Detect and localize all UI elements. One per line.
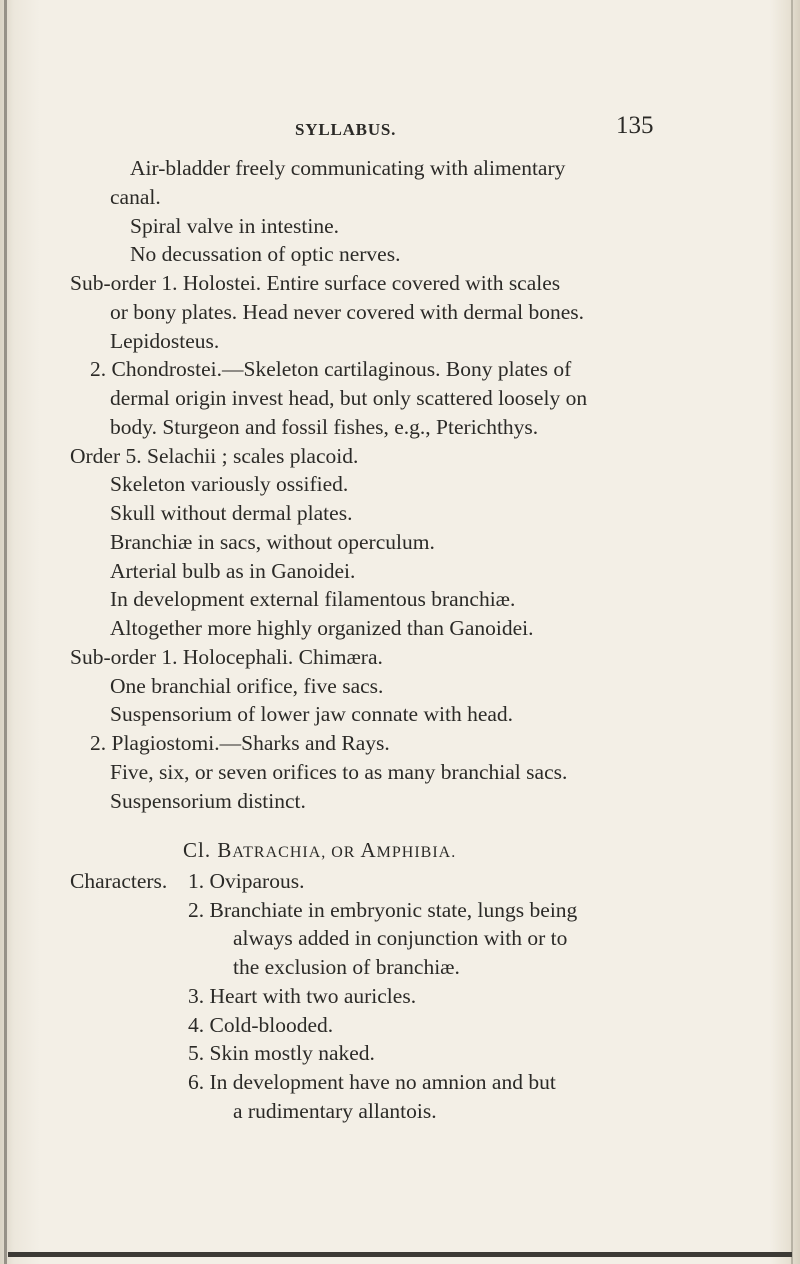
text-line: In development external filamentous branchiæ. xyxy=(110,587,516,611)
character-item-continued: the exclusion of branchiæ. xyxy=(233,955,460,979)
text-line: body. Sturgeon and fossil fishes, e.g., Pterichthys. xyxy=(110,415,539,439)
page-edge-right xyxy=(791,0,793,1264)
text-line: 2. Plagiostomi.—Sharks and Rays. xyxy=(90,731,390,755)
class-alt-rest: MPHIBIA. xyxy=(376,844,457,861)
character-item: 5. Skin mostly naked. xyxy=(188,1041,375,1065)
text-line: or bony plates. Head never covered with dermal bones. xyxy=(110,300,585,324)
text-line: Air-bladder freely communicating with alimentary xyxy=(130,156,566,180)
text-line: Sub-order 1. Holostei. Entire surface covered with scales xyxy=(70,271,561,295)
text-line: Skeleton variously ossified. xyxy=(110,472,349,496)
text-line: Suspensorium distinct. xyxy=(110,789,306,813)
character-item: 3. Heart with two auricles. xyxy=(188,984,417,1008)
text-line: Arterial bulb as in Ganoidei. xyxy=(110,559,356,583)
text-line: 2. Chondrostei.—Skeleton cartilaginous. Bony plates of xyxy=(90,357,572,381)
class-name-initial: B xyxy=(217,838,233,862)
text-line: Order 5. Selachii ; scales placoid. xyxy=(70,444,359,468)
text-line: Sub-order 1. Holocephali. Chimæra. xyxy=(70,645,383,669)
characters-label: Characters. xyxy=(70,869,168,893)
text-line: Skull without dermal plates. xyxy=(110,501,353,525)
character-item-continued: a rudimentary allantois. xyxy=(233,1099,437,1123)
class-heading xyxy=(183,838,456,863)
text-line: Lepidosteus. xyxy=(110,329,220,353)
page-number: 135 xyxy=(616,112,654,139)
character-item: 2. Branchiate in embryonic state, lungs being xyxy=(188,898,578,922)
class-alt-initial: A xyxy=(360,838,377,862)
running-title: SYLLABUS. xyxy=(295,120,397,139)
character-item: 1. Oviparous. xyxy=(188,869,305,893)
text-line: Suspensorium of lower jaw connate with head. xyxy=(110,702,514,726)
text-line: One branchial orifice, five sacs. xyxy=(110,674,384,698)
class-name-rest: ATRACHIA, OR xyxy=(232,844,361,861)
text-line: Spiral valve in intestine. xyxy=(130,214,339,238)
text-line: dermal origin invest head, but only scattered loosely on xyxy=(110,386,588,410)
character-item: 6. In development have no amnion and but xyxy=(188,1070,556,1094)
class-abbrev: Cl. xyxy=(183,838,212,862)
text-line: Branchiæ in sacs, without operculum. xyxy=(110,530,435,554)
text-line: No decussation of optic nerves. xyxy=(130,242,401,266)
character-item: 4. Cold-blooded. xyxy=(188,1013,334,1037)
page-header xyxy=(0,112,800,142)
text-line: Altogether more highly organized than Ganoidei. xyxy=(110,616,534,640)
text-line: Five, six, or seven orifices to as many branchial sacs. xyxy=(110,760,568,784)
page-edge-bottom xyxy=(8,1252,792,1257)
character-item-continued: always added in conjunction with or to xyxy=(233,926,568,950)
text-line: canal. xyxy=(110,185,161,209)
page-edge-left xyxy=(4,0,7,1264)
